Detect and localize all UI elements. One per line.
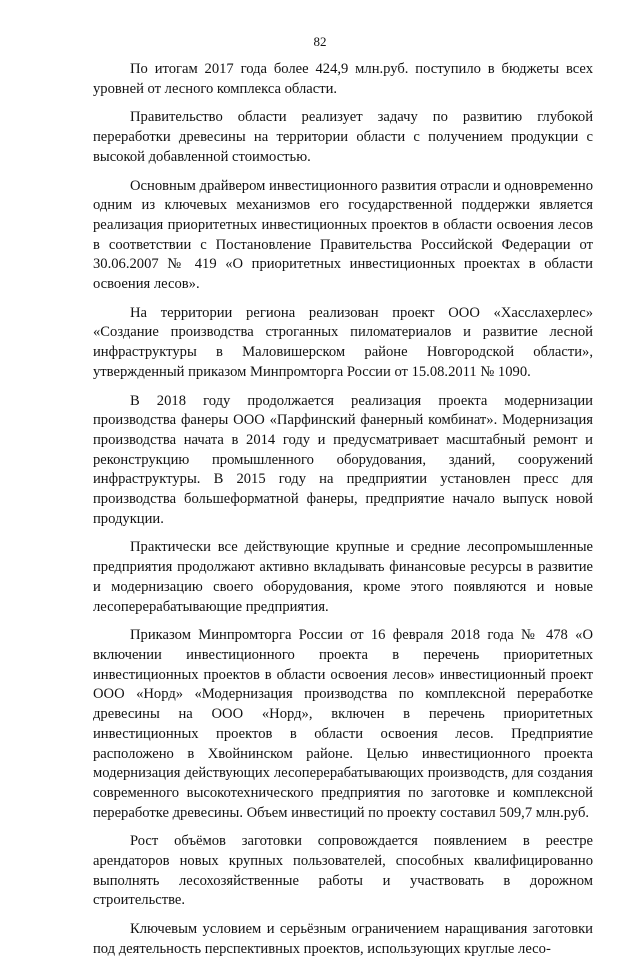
paragraph: Рост объёмов заготовки сопровождается появлением в реестре арендаторов новых крупных пользователей, способных квалифицированно выполнять лесохозяйственные работы и участвовать в дорожном строительстве. [93,833,593,909]
paragraph: Основным драйвером инвестиционного развития отрасли и одновременно одним из ключевых механизмов его государственной поддержки является реализация приоритетных инвестиционных проектов в области освоения лесов в соответствии с Постановление Правительства Российской Федерации от 30.06.2007 № 419 «О приоритетных инвестиционных проектах в области освоения лесов». [93,177,593,293]
paragraph: В 2018 году продолжается реализация проекта модернизации производства фанеры ООО «Парфинский фанерный комбинат». Модернизация производства начата в 2014 году и предусматривает масштабный ремонт и реконструкцию промышленного оборудования, зданий, сооружений инфраструктуры. В 2015 году на предприятии установлен пресс для производства большеформатной фанеры, предприятие начало выпуск новой продукции. [93,392,593,527]
paragraph: По итогам 2017 года более 424,9 млн.руб. поступило в бюджеты всех уровней от лесного комплекса области. [93,61,593,97]
paragraph: Правительство области реализует задачу по развитию глубокой переработки древесины на территории области с получением продукции с высокой добавленной стоимостью. [93,109,593,165]
paragraph: Приказом Минпромторга России от 16 февраля 2018 года № 478 «О включении инвестиционного проекта в перечень приоритетных инвестиционных проектов в области освоения лесов» инвестиционный проект ООО «Норд» «Модернизация производства по комплексной переработке древесины на ООО «Норд», включен в перечень приоритетных инвестиционных проектов в области освоения лесов. Предприятие расположено в Хвойнинском районе. Целью инвестиционного проекта модернизация действующих лесоперерабатывающих производств, для создания современного высокотехнического предприятия по заготовке и комплексной переработке древесины. Объем инвестиций по проекту составил 509,7 млн.руб. [93,627,593,821]
body-text [93,60,593,960]
paragraph: Ключевым условием и серьёзным ограничением наращивания заготовки под деятельность перспективных проектов, использующих круглые лесо- [93,921,593,957]
paragraph: Практически все действующие крупные и средние лесопромышленные предприятия продолжают активно вкладывать финансовые ресурсы в развитие и модернизацию своего оборудования, кроме этого появляются и новые лесоперерабатывающие предприятия. [93,539,593,615]
paragraph: На территории региона реализован проект ООО «Хасслахерлес» «Создание производства строганных пиломатериалов и развитие лесной инфраструктуры в Маловишерском районе Новгородской области», утвержденный приказом Минпромторга России от 15.08.2011 № 1090. [93,304,593,380]
page-number: 82 [313,34,327,49]
